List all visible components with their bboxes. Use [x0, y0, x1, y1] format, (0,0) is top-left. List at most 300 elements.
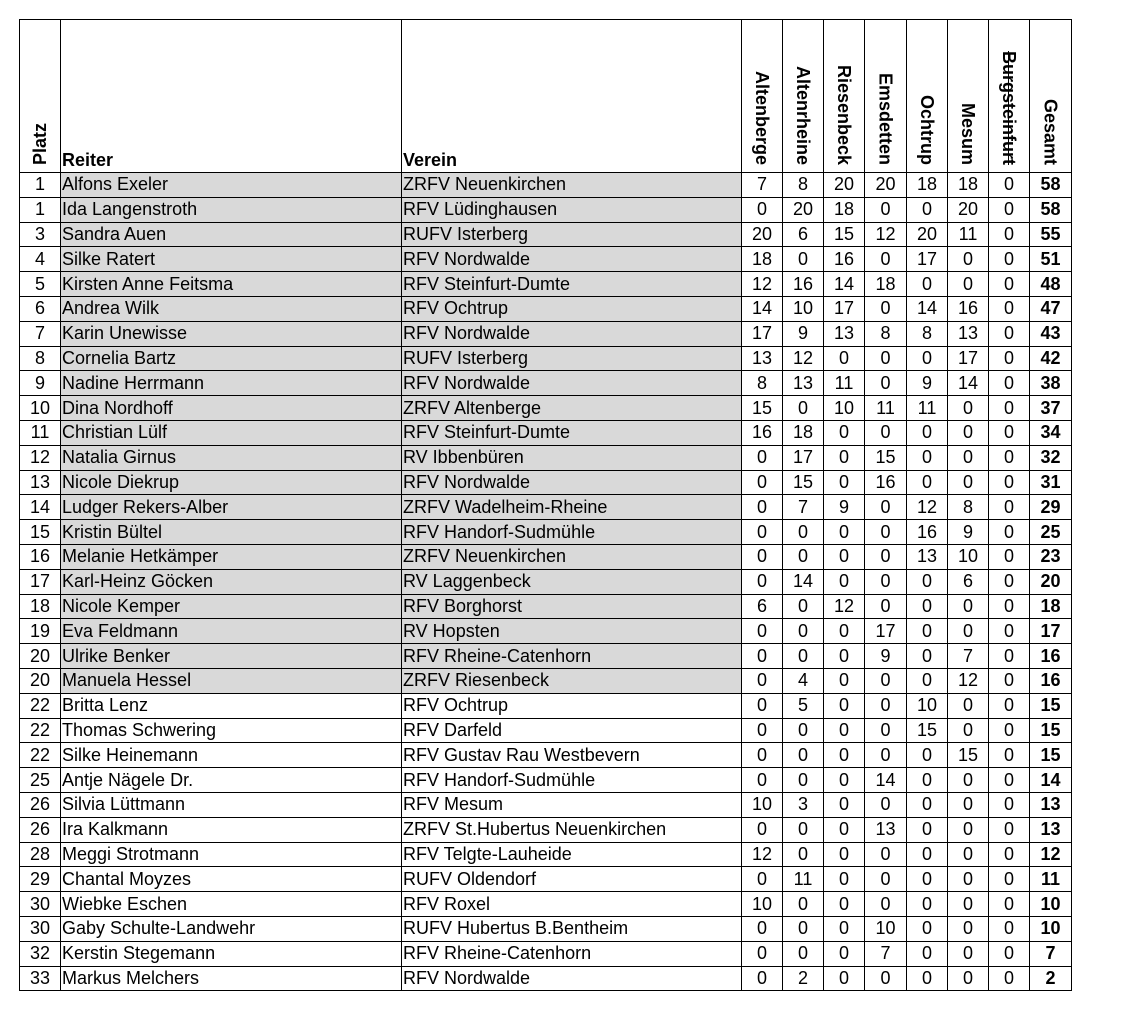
score-cell: 0	[865, 495, 907, 520]
verein-cell: ZRFV Wadelheim-Rheine	[402, 495, 742, 520]
score-cell: 3	[783, 792, 824, 817]
gesamt-cell: 20	[1030, 569, 1072, 594]
score-cell: 0	[989, 420, 1030, 445]
verein-cell: RFV Nordwalde	[402, 321, 742, 346]
platz-cell: 17	[20, 569, 61, 594]
score-cell: 14	[907, 296, 948, 321]
reiter-cell: Dina Nordhoff	[61, 396, 402, 421]
score-cell: 9	[948, 520, 989, 545]
gesamt-cell: 38	[1030, 371, 1072, 396]
score-cell: 0	[865, 247, 907, 272]
platz-cell: 33	[20, 966, 61, 991]
table-row	[20, 520, 1072, 545]
score-cell: 0	[989, 296, 1030, 321]
score-cell: 0	[824, 867, 865, 892]
score-cell: 20	[907, 222, 948, 247]
score-cell: 0	[948, 941, 989, 966]
score-cell: 18	[865, 272, 907, 297]
header-station-mesum: Mesum	[948, 20, 989, 173]
score-cell: 0	[989, 718, 1030, 743]
score-cell: 0	[989, 495, 1030, 520]
verein-cell: RFV Steinfurt-Dumte	[402, 272, 742, 297]
score-cell: 0	[865, 892, 907, 917]
score-cell: 0	[742, 197, 783, 222]
gesamt-cell: 13	[1030, 792, 1072, 817]
score-cell: 0	[865, 693, 907, 718]
platz-cell: 22	[20, 693, 61, 718]
score-cell: 0	[948, 842, 989, 867]
table-row	[20, 371, 1072, 396]
score-cell: 14	[865, 768, 907, 793]
verein-cell: RFV Gustav Rau Westbevern	[402, 743, 742, 768]
reiter-cell: Kerstin Stegemann	[61, 941, 402, 966]
score-cell: 0	[907, 420, 948, 445]
table-row	[20, 693, 1072, 718]
score-cell: 0	[907, 619, 948, 644]
score-cell: 14	[742, 296, 783, 321]
reiter-cell: Christian Lülf	[61, 420, 402, 445]
score-cell: 18	[824, 197, 865, 222]
reiter-cell: Alfons Exeler	[61, 173, 402, 198]
table-row	[20, 272, 1072, 297]
gesamt-cell: 7	[1030, 941, 1072, 966]
score-cell: 20	[742, 222, 783, 247]
reiter-cell: Kristin Bültel	[61, 520, 402, 545]
score-cell: 0	[989, 817, 1030, 842]
reiter-cell: Antje Nägele Dr.	[61, 768, 402, 793]
score-cell: 8	[783, 173, 824, 198]
score-cell: 7	[783, 495, 824, 520]
score-cell: 0	[865, 842, 907, 867]
table-row	[20, 569, 1072, 594]
score-cell: 0	[865, 966, 907, 991]
score-cell: 4	[783, 668, 824, 693]
gesamt-cell: 32	[1030, 445, 1072, 470]
score-cell: 0	[907, 272, 948, 297]
score-cell: 0	[824, 569, 865, 594]
reiter-cell: Ludger Rekers-Alber	[61, 495, 402, 520]
score-cell: 0	[865, 346, 907, 371]
score-cell: 0	[989, 520, 1030, 545]
score-cell: 0	[824, 718, 865, 743]
score-cell: 0	[989, 445, 1030, 470]
gesamt-cell: 10	[1030, 916, 1072, 941]
score-cell: 15	[783, 470, 824, 495]
score-cell: 0	[948, 470, 989, 495]
gesamt-cell: 58	[1030, 197, 1072, 222]
platz-cell: 14	[20, 495, 61, 520]
score-cell: 0	[907, 445, 948, 470]
platz-cell: 1	[20, 197, 61, 222]
score-cell: 0	[824, 941, 865, 966]
table-row	[20, 296, 1072, 321]
score-cell: 0	[742, 644, 783, 669]
score-cell: 0	[742, 445, 783, 470]
score-cell: 0	[989, 892, 1030, 917]
gesamt-cell: 25	[1030, 520, 1072, 545]
score-cell: 15	[742, 396, 783, 421]
score-cell: 0	[783, 644, 824, 669]
score-cell: 0	[948, 272, 989, 297]
score-cell: 16	[907, 520, 948, 545]
score-cell: 0	[989, 867, 1030, 892]
score-cell: 0	[948, 768, 989, 793]
score-cell: 0	[742, 718, 783, 743]
verein-cell: RFV Ochtrup	[402, 296, 742, 321]
gesamt-cell: 47	[1030, 296, 1072, 321]
score-cell: 13	[824, 321, 865, 346]
score-cell: 0	[907, 892, 948, 917]
score-cell: 7	[865, 941, 907, 966]
score-cell: 0	[948, 718, 989, 743]
score-cell: 10	[742, 792, 783, 817]
verein-cell: RFV Nordwalde	[402, 371, 742, 396]
score-cell: 0	[907, 842, 948, 867]
platz-cell: 1	[20, 173, 61, 198]
table-row	[20, 619, 1072, 644]
score-cell: 0	[742, 867, 783, 892]
score-cell: 13	[948, 321, 989, 346]
score-cell: 12	[824, 594, 865, 619]
score-cell: 11	[865, 396, 907, 421]
score-cell: 0	[824, 346, 865, 371]
score-cell: 0	[783, 916, 824, 941]
verein-cell: RUFV Hubertus B.Bentheim	[402, 916, 742, 941]
score-cell: 5	[783, 693, 824, 718]
score-cell: 18	[783, 420, 824, 445]
score-cell: 0	[865, 594, 907, 619]
score-cell: 0	[824, 644, 865, 669]
score-cell: 17	[824, 296, 865, 321]
score-cell: 0	[824, 916, 865, 941]
score-cell: 0	[948, 867, 989, 892]
reiter-cell: Sandra Auen	[61, 222, 402, 247]
gesamt-cell: 17	[1030, 619, 1072, 644]
verein-cell: RUFV Isterberg	[402, 222, 742, 247]
reiter-cell: Meggi Strotmann	[61, 842, 402, 867]
table-row	[20, 321, 1072, 346]
score-cell: 20	[783, 197, 824, 222]
verein-cell: ZRFV Neuenkirchen	[402, 173, 742, 198]
score-cell: 0	[824, 743, 865, 768]
score-cell: 13	[783, 371, 824, 396]
score-cell: 0	[907, 817, 948, 842]
score-cell: 10	[865, 916, 907, 941]
score-cell: 0	[783, 817, 824, 842]
platz-cell: 12	[20, 445, 61, 470]
score-cell: 10	[824, 396, 865, 421]
verein-cell: RFV Nordwalde	[402, 470, 742, 495]
verein-cell: RFV Mesum	[402, 792, 742, 817]
score-cell: 0	[742, 520, 783, 545]
score-cell: 0	[948, 916, 989, 941]
table-row	[20, 173, 1072, 198]
score-cell: 0	[742, 817, 783, 842]
score-cell: 0	[824, 470, 865, 495]
score-cell: 0	[824, 420, 865, 445]
score-cell: 0	[907, 644, 948, 669]
gesamt-cell: 12	[1030, 842, 1072, 867]
gesamt-cell: 11	[1030, 867, 1072, 892]
table-row	[20, 544, 1072, 569]
score-cell: 12	[742, 272, 783, 297]
score-cell: 20	[865, 173, 907, 198]
score-cell: 15	[824, 222, 865, 247]
platz-cell: 25	[20, 768, 61, 793]
score-cell: 0	[948, 817, 989, 842]
score-cell: 0	[989, 916, 1030, 941]
score-cell: 20	[948, 197, 989, 222]
score-cell: 0	[989, 173, 1030, 198]
score-cell: 0	[989, 222, 1030, 247]
gesamt-cell: 42	[1030, 346, 1072, 371]
score-cell: 15	[948, 743, 989, 768]
score-cell: 0	[948, 420, 989, 445]
platz-cell: 16	[20, 544, 61, 569]
score-cell: 0	[989, 668, 1030, 693]
score-cell: 13	[907, 544, 948, 569]
score-cell: 12	[948, 668, 989, 693]
score-cell: 0	[865, 420, 907, 445]
score-cell: 0	[865, 569, 907, 594]
verein-cell: RFV Nordwalde	[402, 247, 742, 272]
score-cell: 0	[989, 842, 1030, 867]
score-cell: 0	[907, 470, 948, 495]
reiter-cell: Eva Feldmann	[61, 619, 402, 644]
score-cell: 0	[783, 743, 824, 768]
platz-cell: 13	[20, 470, 61, 495]
gesamt-cell: 23	[1030, 544, 1072, 569]
score-cell: 0	[742, 966, 783, 991]
reiter-cell: Chantal Moyzes	[61, 867, 402, 892]
score-cell: 0	[865, 544, 907, 569]
score-cell: 11	[907, 396, 948, 421]
header-platz: Platz	[20, 20, 61, 173]
table-row	[20, 842, 1072, 867]
score-cell: 11	[783, 867, 824, 892]
score-cell: 0	[783, 396, 824, 421]
verein-cell: RV Laggenbeck	[402, 569, 742, 594]
table-row	[20, 817, 1072, 842]
verein-cell: RUFV Oldendorf	[402, 867, 742, 892]
score-cell: 0	[742, 941, 783, 966]
reiter-cell: Silvia Lüttmann	[61, 792, 402, 817]
reiter-cell: Britta Lenz	[61, 693, 402, 718]
verein-cell: ZRFV Altenberge	[402, 396, 742, 421]
score-cell: 16	[948, 296, 989, 321]
verein-cell: RFV Ochtrup	[402, 693, 742, 718]
platz-cell: 6	[20, 296, 61, 321]
score-cell: 0	[783, 892, 824, 917]
score-cell: 0	[989, 272, 1030, 297]
score-cell: 0	[824, 520, 865, 545]
score-cell: 0	[948, 396, 989, 421]
score-cell: 0	[824, 768, 865, 793]
gesamt-cell: 14	[1030, 768, 1072, 793]
score-cell: 0	[824, 892, 865, 917]
score-cell: 0	[948, 792, 989, 817]
gesamt-cell: 29	[1030, 495, 1072, 520]
score-cell: 12	[907, 495, 948, 520]
score-cell: 8	[742, 371, 783, 396]
reiter-cell: Melanie Hetkämper	[61, 544, 402, 569]
verein-cell: RFV Rheine-Catenhorn	[402, 644, 742, 669]
gesamt-cell: 51	[1030, 247, 1072, 272]
score-cell: 12	[742, 842, 783, 867]
score-cell: 17	[865, 619, 907, 644]
header-reiter: Reiter	[61, 20, 402, 173]
gesamt-cell: 13	[1030, 817, 1072, 842]
score-cell: 7	[742, 173, 783, 198]
table-row	[20, 594, 1072, 619]
header-verein: Verein	[402, 20, 742, 173]
platz-cell: 8	[20, 346, 61, 371]
score-cell: 0	[742, 768, 783, 793]
score-cell: 0	[783, 520, 824, 545]
score-cell: 0	[948, 966, 989, 991]
score-cell: 0	[783, 941, 824, 966]
reiter-cell: Nicole Kemper	[61, 594, 402, 619]
score-cell: 0	[783, 594, 824, 619]
header-station-burgsteinfurt: Burgsteinfurt	[989, 20, 1030, 173]
platz-cell: 26	[20, 792, 61, 817]
score-cell: 0	[989, 396, 1030, 421]
header-row	[20, 20, 1072, 173]
reiter-cell: Cornelia Bartz	[61, 346, 402, 371]
score-cell: 0	[948, 619, 989, 644]
reiter-cell: Nadine Herrmann	[61, 371, 402, 396]
score-cell: 16	[742, 420, 783, 445]
reiter-cell: Ida Langenstroth	[61, 197, 402, 222]
table-row	[20, 768, 1072, 793]
score-cell: 0	[907, 197, 948, 222]
score-cell: 0	[865, 743, 907, 768]
gesamt-cell: 16	[1030, 668, 1072, 693]
platz-cell: 22	[20, 718, 61, 743]
score-cell: 0	[989, 768, 1030, 793]
reiter-cell: Andrea Wilk	[61, 296, 402, 321]
score-cell: 0	[907, 346, 948, 371]
reiter-cell: Ira Kalkmann	[61, 817, 402, 842]
verein-cell: RV Ibbenbüren	[402, 445, 742, 470]
score-cell: 0	[824, 817, 865, 842]
score-cell: 0	[948, 445, 989, 470]
verein-cell: RFV Handorf-Sudmühle	[402, 768, 742, 793]
score-cell: 0	[907, 768, 948, 793]
table-row	[20, 966, 1072, 991]
score-cell: 0	[824, 693, 865, 718]
verein-cell: RFV Telgte-Lauheide	[402, 842, 742, 867]
score-cell: 10	[948, 544, 989, 569]
score-cell: 7	[948, 644, 989, 669]
verein-cell: ZRFV St.Hubertus Neuenkirchen	[402, 817, 742, 842]
verein-cell: RFV Darfeld	[402, 718, 742, 743]
score-cell: 0	[989, 321, 1030, 346]
score-cell: 0	[824, 619, 865, 644]
score-cell: 0	[989, 594, 1030, 619]
score-cell: 0	[824, 966, 865, 991]
score-cell: 0	[783, 544, 824, 569]
reiter-cell: Silke Heinemann	[61, 743, 402, 768]
reiter-cell: Silke Ratert	[61, 247, 402, 272]
table-row	[20, 644, 1072, 669]
score-cell: 9	[907, 371, 948, 396]
score-cell: 0	[865, 520, 907, 545]
verein-cell: ZRFV Riesenbeck	[402, 668, 742, 693]
score-cell: 9	[824, 495, 865, 520]
score-cell: 0	[989, 371, 1030, 396]
table-row	[20, 495, 1072, 520]
verein-cell: ZRFV Neuenkirchen	[402, 544, 742, 569]
score-cell: 0	[824, 668, 865, 693]
table-row	[20, 247, 1072, 272]
gesamt-cell: 48	[1030, 272, 1072, 297]
header-station-altenberge: Altenberge	[742, 20, 783, 173]
score-cell: 0	[824, 842, 865, 867]
header-station-riesenbeck: Riesenbeck	[824, 20, 865, 173]
platz-cell: 30	[20, 916, 61, 941]
score-cell: 16	[783, 272, 824, 297]
score-cell: 15	[907, 718, 948, 743]
platz-cell: 15	[20, 520, 61, 545]
score-cell: 0	[907, 569, 948, 594]
platz-cell: 11	[20, 420, 61, 445]
score-cell: 2	[783, 966, 824, 991]
score-cell: 0	[742, 693, 783, 718]
reiter-cell: Natalia Girnus	[61, 445, 402, 470]
verein-cell: RV Hopsten	[402, 619, 742, 644]
reiter-cell: Thomas Schwering	[61, 718, 402, 743]
score-cell: 0	[907, 594, 948, 619]
score-cell: 6	[948, 569, 989, 594]
gesamt-cell: 43	[1030, 321, 1072, 346]
score-cell: 0	[742, 470, 783, 495]
table-row	[20, 792, 1072, 817]
ranking-table	[19, 19, 1072, 991]
score-cell: 0	[824, 792, 865, 817]
platz-cell: 30	[20, 892, 61, 917]
score-cell: 13	[865, 817, 907, 842]
verein-cell: RUFV Isterberg	[402, 346, 742, 371]
score-cell: 0	[783, 768, 824, 793]
platz-cell: 22	[20, 743, 61, 768]
score-cell: 0	[907, 792, 948, 817]
score-cell: 0	[907, 966, 948, 991]
platz-cell: 9	[20, 371, 61, 396]
score-cell: 0	[865, 371, 907, 396]
platz-cell: 32	[20, 941, 61, 966]
reiter-cell: Gaby Schulte-Landwehr	[61, 916, 402, 941]
score-cell: 0	[742, 544, 783, 569]
score-cell: 0	[742, 495, 783, 520]
platz-cell: 5	[20, 272, 61, 297]
score-cell: 0	[989, 569, 1030, 594]
score-cell: 10	[907, 693, 948, 718]
platz-cell: 4	[20, 247, 61, 272]
score-cell: 18	[742, 247, 783, 272]
score-cell: 0	[742, 619, 783, 644]
score-cell: 15	[865, 445, 907, 470]
header-station-altenrheine: Altenrheine	[783, 20, 824, 173]
table-row	[20, 470, 1072, 495]
score-cell: 14	[824, 272, 865, 297]
reiter-cell: Kirsten Anne Feitsma	[61, 272, 402, 297]
reiter-cell: Manuela Hessel	[61, 668, 402, 693]
score-cell: 0	[742, 668, 783, 693]
score-cell: 0	[989, 619, 1030, 644]
reiter-cell: Wiebke Eschen	[61, 892, 402, 917]
score-cell: 0	[783, 619, 824, 644]
